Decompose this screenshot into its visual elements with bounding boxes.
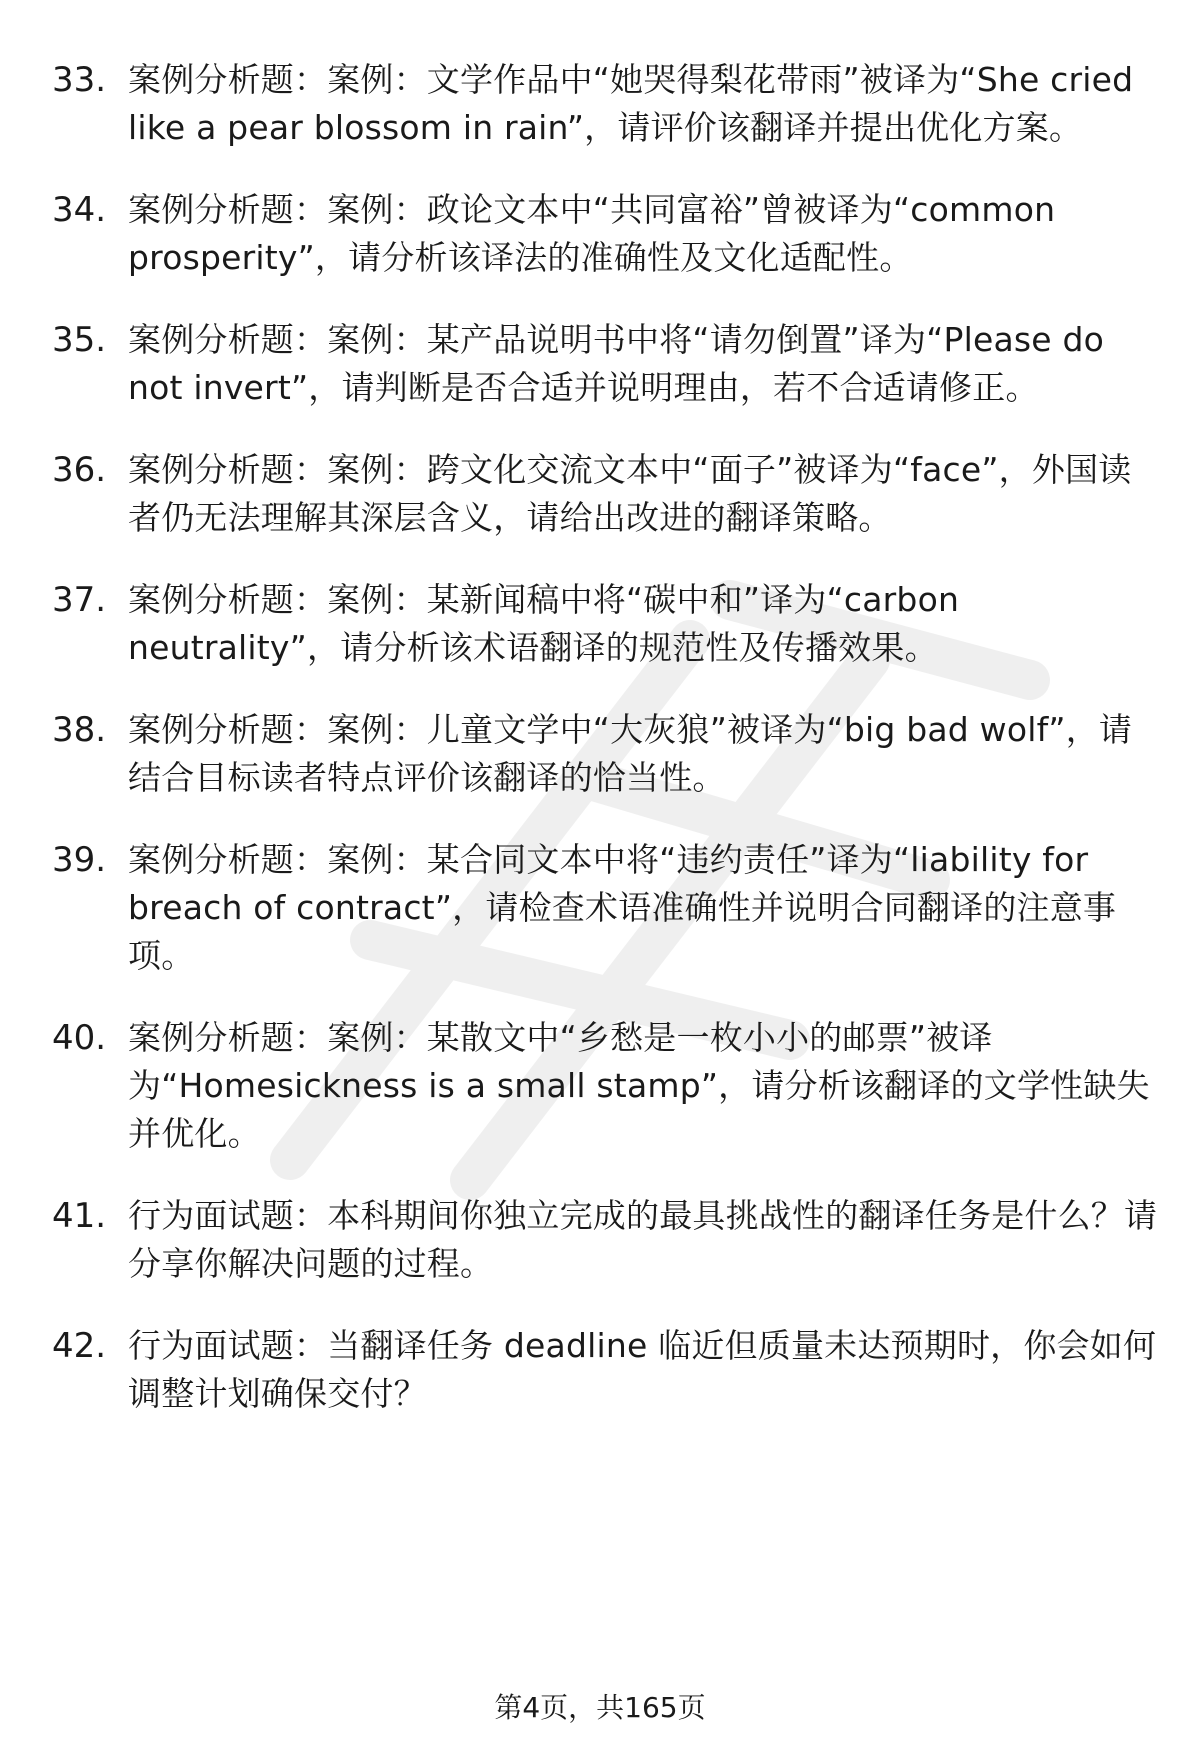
question-text: 案例分析题：案例：文学作品中“她哭得梨花带雨”被译为“She cried like a pear blossom in rain”，请评价该翻译并提出优化方案。 xyxy=(128,60,1134,147)
question-number: 40. xyxy=(52,1018,107,1058)
question-item xyxy=(52,1192,1162,1288)
question-text: 行为面试题：本科期间你独立完成的最具挑战性的翻译任务是什么？请分享你解决问题的过程。 xyxy=(128,1196,1158,1283)
question-item xyxy=(52,316,1162,412)
question-text: 案例分析题：案例：某新闻稿中将“碳中和”译为“carbon neutrality”，请分析该术语翻译的规范性及传播效果。 xyxy=(128,580,960,667)
question-item xyxy=(52,1322,1162,1418)
question-text: 案例分析题：案例：某产品说明书中将“请勿倒置”译为“Please do not invert”，请判断是否合适并说明理由，若不合适请修正。 xyxy=(128,320,1105,407)
question-item xyxy=(52,186,1162,282)
question-text: 案例分析题：案例：某散文中“乡愁是一枚小小的邮票”被译为“Homesickness is a small stamp”，请分析该翻译的文学性缺失并优化。 xyxy=(128,1018,1150,1153)
question-item xyxy=(52,836,1162,980)
question-number: 34. xyxy=(52,190,107,230)
question-text: 案例分析题：案例：跨文化交流文本中“面子”被译为“face”，外国读者仍无法理解其深层含义，请给出改进的翻译策略。 xyxy=(128,450,1132,537)
question-number: 41. xyxy=(52,1196,107,1236)
question-number: 37. xyxy=(52,580,107,620)
question-text: 行为面试题：当翻译任务 deadline 临近但质量未达预期时，你会如何调整计划确保交付？ xyxy=(128,1326,1157,1413)
question-number: 33. xyxy=(52,60,107,100)
question-text: 案例分析题：案例：某合同文本中将“违约责任”译为“liability for breach of contract”，请检查术语准确性并说明合同翻译的注意事项。 xyxy=(128,840,1117,975)
question-number: 39. xyxy=(52,840,107,880)
question-list xyxy=(52,56,1162,1452)
question-number: 42. xyxy=(52,1326,107,1366)
question-number: 36. xyxy=(52,450,107,490)
question-text: 案例分析题：案例：儿童文学中“大灰狼”被译为“big bad wolf”，请结合目标读者特点评价该翻译的恰当性。 xyxy=(128,710,1133,797)
question-item xyxy=(52,446,1162,542)
page-footer: 第4页，共165页 xyxy=(494,1691,706,1724)
question-text: 案例分析题：案例：政论文本中“共同富裕”曾被译为“common prosperity”，请分析该译法的准确性及文化适配性。 xyxy=(128,190,1056,277)
question-item xyxy=(52,1014,1162,1158)
question-number: 38. xyxy=(52,710,107,750)
question-item xyxy=(52,576,1162,672)
question-item xyxy=(52,56,1162,152)
question-item xyxy=(52,706,1162,802)
question-number: 35. xyxy=(52,320,107,360)
